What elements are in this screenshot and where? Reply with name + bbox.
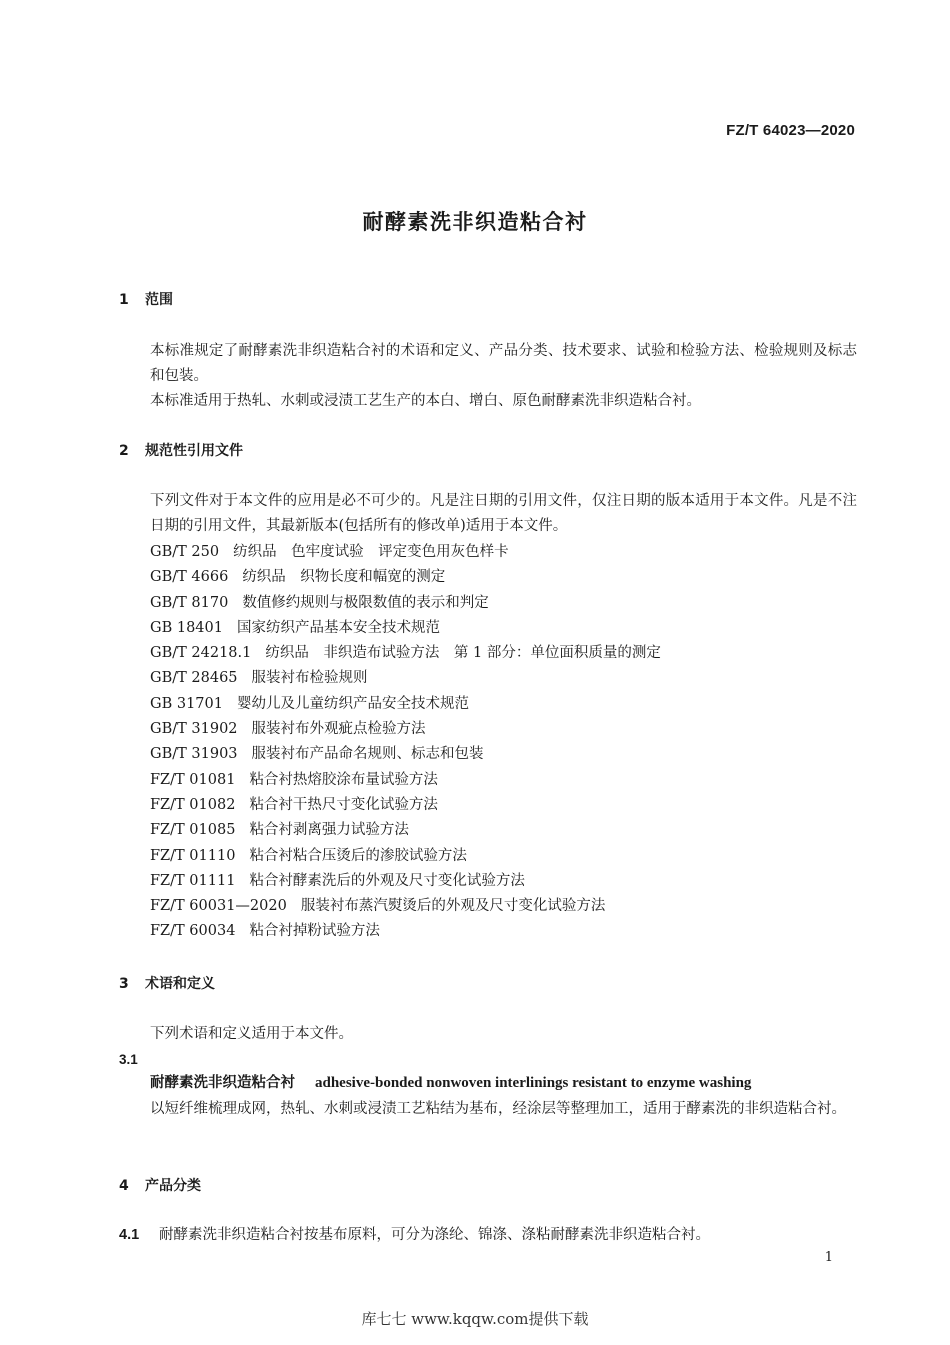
reference-item (150, 869, 661, 894)
section-number: 3 (119, 976, 129, 992)
reference-title: 粘合衬掉粉试验方法 (249, 923, 380, 940)
reference-code: GB 31701 (150, 695, 223, 712)
page-number: 1 (824, 1250, 833, 1265)
reference-item (150, 616, 661, 641)
section-3-heading (119, 973, 215, 993)
reference-title: 服装衬布产品命名规则、标志和包装 (251, 746, 484, 763)
reference-item (150, 591, 661, 616)
term-number: 3.1 (119, 1052, 138, 1067)
reference-item (150, 666, 661, 691)
section-number: 1 (119, 292, 129, 308)
reference-code: FZ/T 01111 (150, 872, 236, 889)
reference-item (150, 540, 661, 565)
term-entry (150, 1071, 751, 1092)
reference-code: FZ/T 01082 (150, 796, 236, 813)
reference-code: FZ/T 01085 (150, 822, 236, 839)
section-number: 4 (119, 1178, 129, 1194)
section-number: 2 (119, 443, 129, 459)
reference-title: 婴幼儿及儿童纺织产品安全技术规范 (236, 695, 469, 712)
normative-references-list (150, 540, 661, 945)
section-2-intro (119, 489, 857, 539)
reference-item (150, 818, 661, 843)
reference-item (150, 742, 661, 767)
section-3-intro: 下列术语和定义适用于本文件。 (150, 1026, 353, 1042)
reference-item (150, 641, 661, 666)
reference-title: 粘合衬热熔胶涂布量试验方法 (249, 771, 438, 788)
reference-item (150, 565, 661, 590)
section-1-paragraph-1 (119, 339, 857, 389)
standard-code: FZ/T 64023—2020 (726, 122, 855, 139)
reference-code: GB/T 8170 (150, 594, 229, 611)
section-2-heading (119, 440, 243, 460)
term-definition (119, 1097, 857, 1122)
reference-item (150, 894, 661, 919)
reference-item (150, 844, 661, 869)
reference-title: 纺织品 色牢度试验 评定变色用灰色样卡 (233, 544, 509, 560)
section-title: 术语和定义 (145, 976, 215, 992)
reference-code: GB/T 31902 (150, 721, 238, 738)
reference-title: 国家纺织产品基本安全技术规范 (236, 619, 440, 636)
reference-title: 纺织品 非织造布试验方法 第 1 部分：单位面积质量的测定 (265, 645, 661, 662)
reference-code: FZ/T 01110 (150, 847, 236, 864)
paragraph-text: 本标准规定了耐酵素洗非织造粘合衬的术语和定义、产品分类、技术要求、试验和检验方法、检验规则及标志和包装。 (150, 343, 857, 384)
reference-code: GB/T 28465 (150, 670, 238, 687)
reference-code: GB 18401 (150, 619, 223, 636)
document-title: 耐酵素洗非织造粘合衬 (362, 210, 588, 234)
reference-code: GB/T 24218.1 (150, 645, 252, 662)
section-title: 规范性引用文件 (145, 443, 243, 459)
section-title: 产品分类 (145, 1178, 201, 1194)
reference-title: 服装衬布蒸汽熨烫后的外观及尺寸变化试验方法 (300, 898, 606, 915)
reference-title: 粘合衬干热尺寸变化试验方法 (249, 796, 438, 813)
term-english: adhesive-bonded nonwoven interlinings resistant to enzyme washing (315, 1075, 752, 1091)
reference-title: 服装衬布外观疵点检验方法 (251, 721, 426, 738)
reference-code: GB/T 31903 (150, 746, 238, 763)
reference-item (150, 717, 661, 742)
reference-code: FZ/T 60031—2020 (150, 898, 287, 915)
paragraph-text: 下列文件对于本文件的应用是必不可少的。凡是注日期的引用文件，仅注日期的版本适用于本文件。凡是不注日期的引用文件，其最新版本(包括所有的修改单)适用于本文件。 (150, 493, 857, 534)
clause-number: 4.1 (119, 1227, 140, 1243)
reference-item (150, 793, 661, 818)
reference-title: 数值修约规则与极限数值的表示和判定 (242, 594, 489, 611)
section-1-paragraph-2: 本标准适用于热轧、水刺或浸渍工艺生产的本白、增白、原色耐酵素洗非织造粘合衬。 (150, 393, 701, 409)
reference-item (150, 768, 661, 793)
reference-title: 粘合衬粘合压烫后的渗胶试验方法 (249, 847, 467, 864)
reference-title: 粘合衬酵素洗后的外观及尺寸变化试验方法 (249, 872, 525, 889)
reference-code: GB/T 4666 (150, 569, 229, 586)
reference-title: 纺织品 织物长度和幅宽的测定 (242, 569, 446, 586)
clause-text: 耐酵素洗非织造粘合衬按基布原料，可分为涤纶、锦涤、涤粘耐酵素洗非织造粘合衬。 (159, 1227, 710, 1243)
reference-title: 粘合衬剥离强力试验方法 (249, 822, 409, 839)
reference-title: 服装衬布检验规则 (251, 670, 368, 687)
clause-4-1 (119, 1223, 710, 1244)
reference-code: GB/T 250 (150, 544, 220, 560)
download-footer: 库七七 www.kqqw.com提供下载 (361, 1310, 589, 1328)
section-title: 范围 (145, 292, 173, 308)
reference-item (150, 692, 661, 717)
reference-code: FZ/T 01081 (150, 771, 236, 788)
section-1-heading (119, 289, 173, 309)
reference-item (150, 919, 661, 944)
section-4-heading (119, 1175, 201, 1195)
term-chinese: 耐酵素洗非织造粘合衬 (150, 1075, 295, 1091)
paragraph-text: 以短纤维梳理成网，热轧、水刺或浸渍工艺粘结为基布，经涂层等整理加工，适用于酵素洗的非织造粘合衬。 (150, 1101, 846, 1117)
reference-code: FZ/T 60034 (150, 923, 236, 940)
